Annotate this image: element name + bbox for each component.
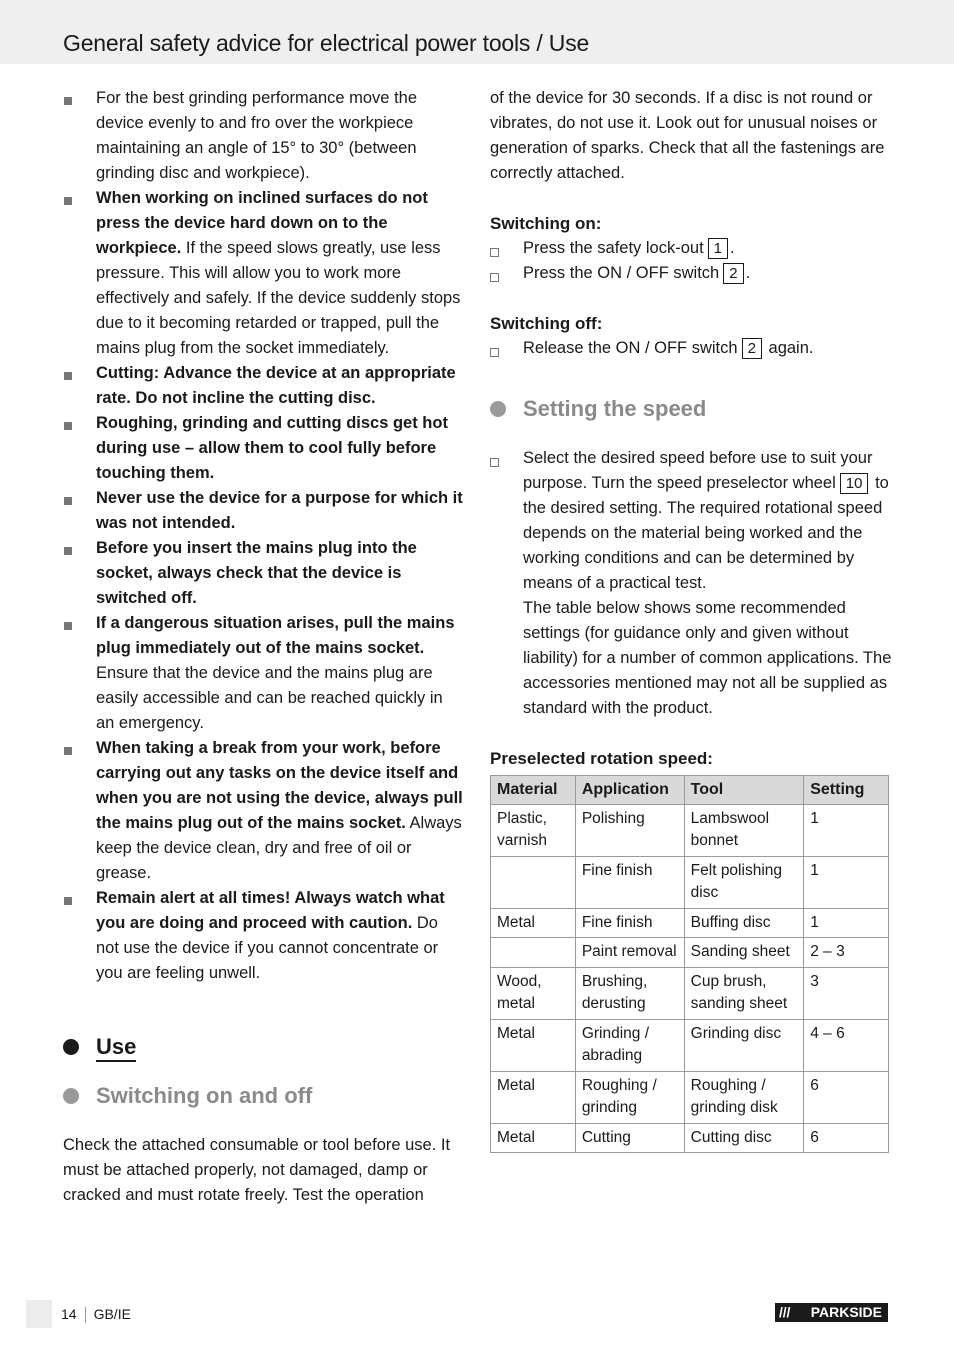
- list-item: Roughing, grinding and cutting discs get hot during use – allow them to cool fully before touching them.: [63, 411, 465, 486]
- table-row: [491, 1071, 889, 1123]
- table-cell: Cup brush, sanding sheet: [684, 967, 804, 1019]
- table-cell: 3: [804, 967, 889, 1019]
- table-cell: Cutting: [575, 1123, 684, 1153]
- switching-off-list: [490, 336, 892, 361]
- switching-off-heading: Switching off:: [490, 314, 603, 333]
- list-item: Never use the device for a purpose for which it was not intended.: [63, 486, 465, 536]
- table-cell: 1: [804, 908, 889, 938]
- use-heading: Use: [63, 1032, 465, 1062]
- table-header-row: [491, 776, 889, 805]
- table-cell: 2 – 3: [804, 938, 889, 968]
- table-cell: Fine finish: [575, 908, 684, 938]
- column-header: Setting: [804, 776, 889, 805]
- table-cell: Sanding sheet: [684, 938, 804, 968]
- page-number: 14: [61, 1306, 77, 1322]
- header-band: [0, 0, 954, 64]
- table-cell: 6: [804, 1071, 889, 1123]
- list-item: Press the safety lock-out 1 .: [490, 236, 892, 261]
- footer-divider: [85, 1307, 86, 1323]
- square-bullet-icon: [64, 372, 72, 380]
- hollow-square-bullet-icon: [490, 348, 499, 357]
- table-cell: Roughing / grinding disk: [684, 1071, 804, 1123]
- list-item: When working on inclined surfaces do not press the device hard down on to the workpiece. If the speed slows greatly, use less pressure. This will allow you to work more effectively and safely. If the device suddenly stops due to it becoming retarded or trapped, pull the mains plug from the socket immediately.: [63, 186, 465, 361]
- table-cell: Lambswool bonnet: [684, 804, 804, 856]
- table-cell: Metal: [491, 1123, 576, 1153]
- speed-list: [490, 446, 892, 721]
- locale-label: GB/IE: [93, 1306, 131, 1322]
- table-cell: Cutting disc: [684, 1123, 804, 1153]
- part-number-box: 2: [723, 263, 743, 284]
- hollow-square-bullet-icon: [490, 458, 499, 467]
- square-bullet-icon: [64, 897, 72, 905]
- square-bullet-icon: [64, 622, 72, 630]
- table-cell: Brushing, derusting: [575, 967, 684, 1019]
- list-item: When taking a break from your work, before carrying out any tasks on the device itself and when you are not using the device, always pull the mains plug out of the mains socket. Always keep the device clean, dry and free of oil or grease.: [63, 736, 465, 886]
- table-cell: Grinding / abrading: [575, 1019, 684, 1071]
- table-cell: 4 – 6: [804, 1019, 889, 1071]
- part-number-box: 2: [742, 338, 762, 359]
- footer-page-info: [61, 1305, 131, 1323]
- table-row: [491, 967, 889, 1019]
- speed-table: [490, 775, 889, 1153]
- table-row: [491, 938, 889, 968]
- list-item: For the best grinding performance move the device evenly to and fro over the workpiece maintaining an angle of 15° to 30° (between grinding disc and workpiece).: [63, 86, 465, 186]
- list-item: Cutting: Advance the device at an appropriate rate. Do not incline the cutting disc.: [63, 361, 465, 411]
- table-cell: [491, 856, 576, 908]
- part-number-box: 1: [708, 238, 728, 259]
- square-bullet-icon: [64, 547, 72, 555]
- table-cell: Metal: [491, 1071, 576, 1123]
- table-cell: [491, 938, 576, 968]
- right-column: [490, 86, 892, 1153]
- table-row: [491, 1123, 889, 1153]
- table-cell: Fine finish: [575, 856, 684, 908]
- logo-slashes-icon: / / /: [779, 1304, 789, 1320]
- column-header: Material: [491, 776, 576, 805]
- parkside-logo: / / / PARKSIDE: [775, 1303, 888, 1322]
- footer-page-marker: [26, 1300, 52, 1328]
- switching-on-heading: Switching on:: [490, 214, 602, 233]
- table-row: [491, 908, 889, 938]
- table-cell: Polishing: [575, 804, 684, 856]
- hollow-square-bullet-icon: [490, 273, 499, 282]
- table-cell: 1: [804, 856, 889, 908]
- column-header: Application: [575, 776, 684, 805]
- list-item: Release the ON / OFF switch 2 again.: [490, 336, 892, 361]
- table-cell: Roughing / grinding: [575, 1071, 684, 1123]
- table-cell: Metal: [491, 1019, 576, 1071]
- hollow-square-bullet-icon: [490, 248, 499, 257]
- check-paragraph: Check the attached consumable or tool before use. It must be attached properly, not damaged, damp or cracked and must rotate freely. Test the operation: [63, 1136, 451, 1204]
- table-row: [491, 856, 889, 908]
- square-bullet-icon: [64, 197, 72, 205]
- continuation-paragraph: of the device for 30 seconds. If a disc is not round or vibrates, do not use it. Look out for unusual noises or generation of sparks. Check that all the fastenings are correctly attached.: [490, 89, 885, 182]
- square-bullet-icon: [64, 422, 72, 430]
- list-item: Press the ON / OFF switch 2 .: [490, 261, 892, 286]
- setting-speed-heading: Setting the speed: [490, 394, 892, 424]
- table-heading: Preselected rotation speed:: [490, 749, 713, 768]
- table-row: [491, 1019, 889, 1071]
- column-header: Tool: [684, 776, 804, 805]
- filled-circle-icon: [63, 1039, 79, 1055]
- switching-on-list: [490, 236, 892, 286]
- table-cell: Wood, metal: [491, 967, 576, 1019]
- list-item: If a dangerous situation arises, pull the mains plug immediately out of the mains socket. Ensure that the device and the mains plug are easily accessible and can be reached quickly in an emergency.: [63, 611, 465, 736]
- table-cell: 1: [804, 804, 889, 856]
- square-bullet-icon: [64, 97, 72, 105]
- table-cell: Buffing disc: [684, 908, 804, 938]
- table-cell: Metal: [491, 908, 576, 938]
- table-cell: Grinding disc: [684, 1019, 804, 1071]
- table-row: [491, 804, 889, 856]
- table-cell: Felt polishing disc: [684, 856, 804, 908]
- list-item: Before you insert the mains plug into the socket, always check that the device is switched off.: [63, 536, 465, 611]
- left-column: [63, 86, 465, 1208]
- square-bullet-icon: [64, 747, 72, 755]
- page-title: General safety advice for electrical power tools / Use: [63, 30, 590, 56]
- square-bullet-icon: [64, 497, 72, 505]
- list-item: Remain alert at all times! Always watch what you are doing and proceed with caution. Do not use the device if you cannot concentrate or you are feeling unwell.: [63, 886, 465, 986]
- safety-list: [63, 86, 465, 986]
- list-item: Select the desired speed before use to suit your purpose. Turn the speed preselector wheel 10 to the desired setting. The required rotational speed depends on the material being worked and the working conditions and can be determined by means of a practical test. The table below shows some recommended settings (for guidance only and given without liability) for a number of common applications. The accessories mentioned may not all be supplied as standard with the product.: [490, 446, 892, 721]
- switching-on-off-heading: Switching on and off: [63, 1081, 465, 1111]
- table-cell: 6: [804, 1123, 889, 1153]
- part-number-box: 10: [840, 473, 869, 494]
- filled-circle-icon: [490, 401, 506, 417]
- table-cell: Paint removal: [575, 938, 684, 968]
- filled-circle-icon: [63, 1088, 79, 1104]
- table-cell: Plastic, varnish: [491, 804, 576, 856]
